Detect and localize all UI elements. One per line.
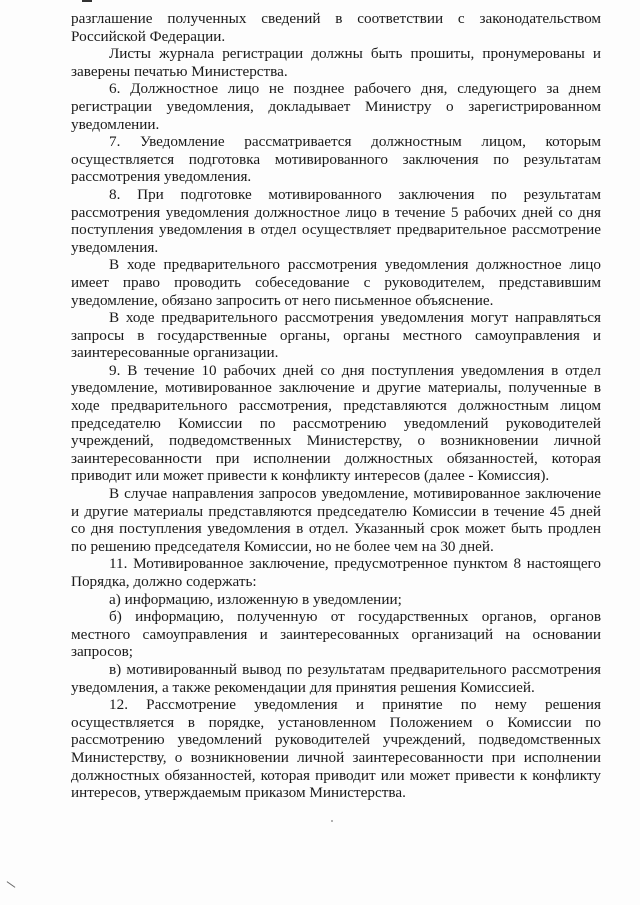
paragraph: 7. Уведомление рассматривается должностным лицом, которым осуществляется подготовка мотивированного заключения по результатам рассмотрения уведомления. [71,133,601,186]
paragraph: в) мотивированный вывод по результатам предварительного рассмотрения уведомления, а также рекомендации для принятия решения Комиссией. [71,660,601,696]
paragraph: 8. При подготовке мотивированного заключения по результатам рассмотрения уведомления должностное лицо в течение 5 рабочих дней со дня поступления уведомления в отдел осуществляет предварительное рассмотрение уведомления. [71,185,601,256]
paragraph: В ходе предварительного рассмотрения уведомления могут направляться запросы в государственные органы, органы местного самоуправления и заинтересованные организации. [71,309,601,362]
document-body [71,10,601,802]
paragraph: 12. Рассмотрение уведомления и принятие по нему решения осуществляется в порядке, установленном Положением о Комиссии по рассмотрению уведомлений руководителей учреждений, подведомственных Министерству, о возникновении личной заинтересованности при исполнении должностных обязанностей, которая приводит или может привести к конфликту интересов, утверждаемым приказом Министерства. [71,696,601,802]
scan-corner-mark [7,881,16,888]
paragraph: В ходе предварительного рассмотрения уведомления должностное лицо имеет право проводить собеседование с руководителем, представившим уведомление, обязано запросить от него письменное объяснение. [71,256,601,309]
paragraph: В случае направления запросов уведомление, мотивированное заключение и другие материалы представляются председателю Комиссии в течение 45 дней со дня поступления уведомления в отдел. Указанный срок может быть продлен по решению председателя Комиссии, но не более чем на 30 дней. [71,485,601,555]
paragraph: Листы журнала регистрации должны быть прошиты, пронумерованы и заверены печатью Министерства. [71,45,601,80]
paragraph: 9. В течение 10 рабочих дней со дня поступления уведомления в отдел уведомление, мотивированное заключение и другие материалы, полученные в ходе предварительного рассмотрения, представляются должностным лицом председателю Комиссии по рассмотрению уведомлений руководителей учреждений, подведомственных Министерству, о возникновении личной заинтересованности при исполнении должностных обязанностей, которая приводит или может привести к конфликту интересов (далее - Комиссия). [71,361,601,485]
scan-dot [331,820,333,822]
paragraph: а) информацию, изложенную в уведомлении; [109,590,402,608]
paragraph: разглашение полученных сведений в соответствии с законодательством Российской Федерации. [71,10,601,45]
paragraph: б) информацию, полученную от государственных органов, органов местного самоуправления и заинтересованных организаций на основании запросов; [71,608,601,661]
scan-mark [82,0,92,2]
paragraph: 11. Мотивированное заключение, предусмотренное пунктом 8 настоящего Порядка, должно содержать: [71,555,601,590]
paragraph: 6. Должностное лицо не позднее рабочего дня, следующего за днем регистрации уведомления, докладывает Министру о зарегистрированном уведомлении. [71,80,601,133]
